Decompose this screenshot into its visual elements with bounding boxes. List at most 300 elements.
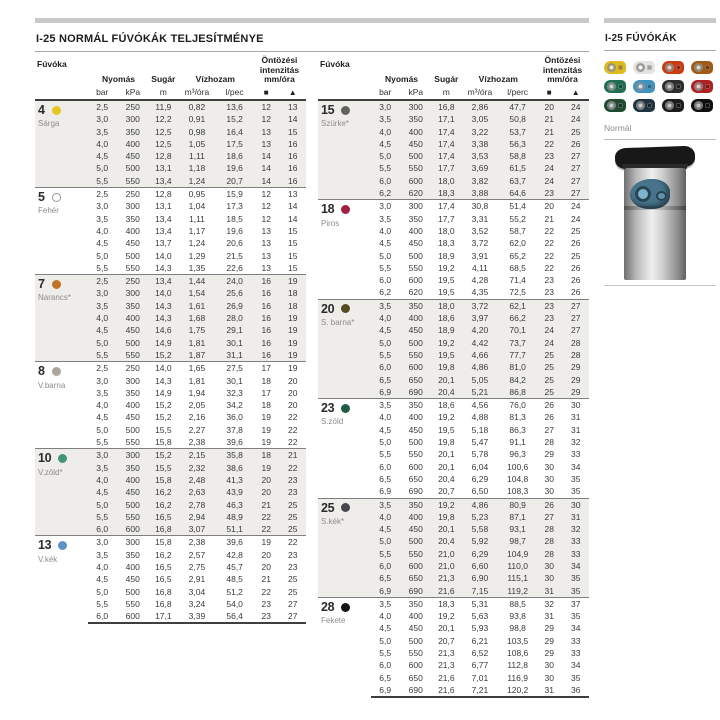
cell-bar: 3,0 — [371, 100, 400, 113]
cell-kpa: 250 — [116, 188, 149, 201]
cell-bar: 5,0 — [96, 424, 109, 435]
cell-radius: 13,4 — [155, 225, 172, 236]
nozzle-name: Piros — [321, 218, 340, 228]
cell-intensity-triangle: 25 — [287, 499, 298, 510]
cell-intensity-triangle: 25 — [570, 250, 581, 261]
cell-lperc: 24,0 — [216, 275, 253, 288]
cell-lperc: 110,0 — [507, 560, 528, 571]
nozzle-label-cell — [318, 597, 371, 697]
cell-lperc: 30,1 — [226, 375, 243, 386]
cell-intensity-triangle: 37 — [562, 597, 589, 610]
cell-m3h: 1,68 — [188, 313, 206, 324]
cell-kpa: 450 — [408, 138, 423, 149]
performance-panel — [35, 18, 589, 698]
cell-radius: 14,3 — [155, 375, 172, 386]
cell-intensity-triangle: 32 — [570, 524, 581, 535]
cell-radius: 13,4 — [155, 213, 172, 224]
cell-lperc: 15,2 — [226, 114, 243, 125]
cell-m3h: 5,63 — [471, 611, 489, 622]
cell-lperc: 56,3 — [509, 138, 526, 149]
cell-radius: 20,1 — [438, 524, 455, 535]
cell-radius: 18,0 — [438, 225, 455, 236]
cell-kpa: 350 — [399, 498, 432, 511]
cell-kpa: 400 — [408, 126, 423, 137]
cell-intensity-square: 24 — [544, 337, 554, 348]
nozzle-number: 8 — [38, 364, 45, 379]
cell-bar: 6,0 — [379, 275, 392, 286]
cell-bar: 2,5 — [88, 275, 117, 288]
cell-kpa: 400 — [408, 511, 423, 522]
cell-intensity-triangle: 33 — [570, 536, 581, 547]
table-row — [35, 362, 306, 375]
nozzle-group-8 — [35, 362, 306, 449]
cell-bar: 3,5 — [371, 498, 400, 511]
cell-intensity-square: 22 — [544, 138, 554, 149]
cell-intensity-square: 20 — [536, 200, 562, 213]
square-symbol: ■ — [546, 87, 552, 97]
cell-bar: 6,0 — [379, 560, 392, 571]
cell-m3h: 7,01 — [471, 672, 489, 683]
cell-intensity-triangle: 20 — [287, 375, 298, 386]
performance-table-right — [318, 54, 589, 698]
nozzle-icon — [662, 99, 684, 112]
cell-kpa: 500 — [408, 635, 423, 646]
cell-radius: 14,0 — [155, 288, 172, 299]
cell-bar: 4,0 — [379, 225, 392, 236]
cell-radius: 21,6 — [438, 585, 455, 596]
cell-lperc: 48,5 — [226, 574, 243, 585]
cell-intensity-triangle: 18 — [287, 288, 298, 299]
nozzle-icon — [604, 61, 626, 74]
cell-intensity-square: 23 — [253, 610, 279, 623]
nozzle-color-dot — [341, 106, 350, 115]
cell-intensity-square: 18 — [261, 375, 271, 386]
col-header-radius: Sugár — [151, 74, 176, 84]
cell-kpa: 690 — [399, 684, 432, 697]
nozzle-icon — [633, 99, 655, 112]
cell-kpa: 350 — [125, 549, 140, 560]
cell-radius: 14,0 — [149, 362, 178, 375]
cell-intensity-square: 29 — [544, 449, 554, 460]
cell-lperc: 29,1 — [226, 325, 243, 336]
cell-intensity-square: 30 — [544, 672, 554, 683]
cell-intensity-triangle: 23 — [287, 474, 298, 485]
nozzle-color-dot — [341, 205, 350, 214]
nozzle-name: S. barna* — [321, 318, 355, 328]
cell-intensity-triangle: 14 — [287, 114, 298, 125]
cell-lperc: 51,2 — [226, 586, 243, 597]
cell-kpa: 450 — [408, 325, 423, 336]
cell-m3h: 1,65 — [178, 362, 217, 375]
nozzle-number: 15 — [321, 103, 335, 117]
rotor-nozzle-side-opening — [656, 191, 667, 201]
cell-m3h: 1,24 — [188, 238, 206, 249]
cell-radius: 19,5 — [438, 349, 455, 360]
cell-lperc: 86,3 — [509, 424, 526, 435]
cell-lperc: 19,6 — [226, 225, 243, 236]
cell-m3h: 1,17 — [188, 225, 206, 236]
cell-intensity-triangle: 15 — [287, 238, 298, 249]
cell-lperc: 65,2 — [509, 250, 526, 261]
cell-intensity-square: 22 — [544, 250, 554, 261]
cell-lperc: 104,9 — [506, 548, 529, 559]
cell-bar: 6,0 — [379, 175, 392, 186]
cell-m3h: 5,93 — [471, 623, 489, 634]
cell-lperc: 100,6 — [506, 461, 529, 472]
cell-lperc: 98,7 — [509, 536, 526, 547]
performance-table-left — [35, 54, 306, 698]
nozzle-name: Fekete — [321, 616, 346, 626]
cell-intensity-square: 30 — [544, 573, 554, 584]
cell-m3h: 4,42 — [471, 337, 489, 348]
cell-bar: 6,5 — [379, 473, 392, 484]
cell-intensity-square: 22 — [544, 238, 554, 249]
cell-kpa: 650 — [408, 573, 423, 584]
cell-m3h: 3,04 — [188, 586, 206, 597]
cell-m3h: 3,53 — [471, 151, 489, 162]
cell-intensity-triangle: 35 — [570, 585, 581, 596]
nozzle-label-cell — [35, 100, 88, 188]
cell-bar: 3,5 — [371, 299, 400, 312]
nozzle-label-cell — [318, 498, 371, 597]
cell-kpa: 400 — [408, 225, 423, 236]
cell-bar: 4,5 — [379, 623, 392, 634]
cell-radius: 15,8 — [155, 437, 172, 448]
cell-bar: 3,0 — [96, 201, 109, 212]
cell-intensity-square: 24 — [544, 163, 554, 174]
cell-intensity-triangle: 30 — [562, 498, 589, 511]
cell-intensity-square: 25 — [544, 362, 554, 373]
cell-lperc: 64,6 — [509, 188, 526, 199]
cell-kpa: 350 — [125, 387, 140, 398]
cell-intensity-square: 12 — [261, 213, 271, 224]
cell-m3h: 0,82 — [178, 100, 217, 113]
cell-lperc: 112,8 — [507, 660, 528, 671]
cell-kpa: 500 — [125, 586, 140, 597]
sidebar-title: I-25 FÚVÓKÁK — [604, 29, 716, 51]
col-header-pressure: Nyomás — [384, 74, 419, 84]
nozzle-group-10 — [35, 449, 306, 536]
cell-m3h: 2,86 — [461, 100, 500, 113]
cell-lperc: 62,1 — [499, 299, 536, 312]
cell-bar: 4,0 — [379, 126, 392, 137]
cell-radius: 18,6 — [438, 313, 455, 324]
cell-m3h: 5,31 — [461, 597, 500, 610]
cell-kpa: 600 — [125, 524, 140, 535]
cell-intensity-square: 16 — [261, 288, 271, 299]
cell-intensity-triangle: 19 — [287, 325, 298, 336]
cell-intensity-square: 13 — [261, 126, 271, 137]
cell-kpa: 690 — [408, 585, 423, 596]
cell-m3h: 2,48 — [188, 474, 206, 485]
cell-bar: 4,5 — [379, 325, 392, 336]
nozzle-label-cell — [35, 275, 88, 362]
cell-kpa: 600 — [116, 610, 149, 623]
cell-m3h: 6,90 — [471, 573, 489, 584]
cell-radius: 17,7 — [438, 163, 455, 174]
cell-intensity-square: 21 — [544, 114, 554, 125]
cell-radius: 19,8 — [438, 362, 455, 373]
cell-intensity-square: 29 — [544, 635, 554, 646]
cell-m3h: 4,11 — [471, 262, 488, 273]
cell-intensity-triangle: 22 — [287, 424, 298, 435]
cell-bar: 4,5 — [96, 238, 109, 249]
cell-lperc: 27,5 — [216, 362, 253, 375]
col-header-flow: Vízhozam — [195, 74, 235, 84]
cell-kpa: 250 — [116, 275, 149, 288]
cell-m3h: 6,50 — [471, 486, 489, 497]
cell-intensity-triangle: 14 — [287, 213, 298, 224]
cell-intensity-triangle: 33 — [570, 548, 581, 559]
cell-intensity-square: 30 — [544, 660, 554, 671]
cell-intensity-triangle: 21 — [279, 449, 306, 462]
cell-intensity-triangle: 23 — [287, 561, 298, 572]
cell-m3h: 3,82 — [471, 175, 489, 186]
triangle-symbol: ▲ — [571, 87, 580, 97]
cell-intensity-square: 19 — [261, 412, 271, 423]
cell-kpa: 500 — [125, 337, 140, 348]
table-row — [35, 188, 306, 201]
cell-m3h: 4,88 — [471, 412, 489, 423]
nozzle-performance-table — [35, 54, 306, 624]
cell-intensity-triangle: 35 — [570, 611, 581, 622]
nozzle-name: Narancs* — [38, 293, 71, 303]
cell-radius: 20,4 — [438, 386, 455, 397]
cell-intensity-square: 21 — [544, 126, 554, 137]
cell-radius: 16,5 — [155, 511, 172, 522]
cell-bar: 5,5 — [96, 349, 109, 360]
cell-intensity-triangle: 19 — [279, 275, 306, 288]
cell-kpa: 450 — [125, 325, 140, 336]
cell-intensity-square: 30 — [544, 461, 554, 472]
unit-m3h: m³/óra — [467, 86, 493, 97]
cell-bar: 6,9 — [379, 386, 392, 397]
cell-intensity-triangle: 26 — [570, 275, 581, 286]
cell-bar: 6,9 — [379, 585, 392, 596]
nozzle-group-20 — [318, 299, 589, 398]
cell-m3h: 2,38 — [188, 437, 206, 448]
cell-bar: 2,5 — [88, 188, 117, 201]
cell-bar: 6,2 — [379, 188, 392, 199]
cell-lperc: 13,6 — [216, 100, 253, 113]
cell-bar: 5,0 — [379, 635, 392, 646]
cell-m3h: 6,77 — [471, 660, 489, 671]
cell-kpa: 450 — [125, 238, 140, 249]
cell-m3h: 2,05 — [188, 400, 206, 411]
cell-bar: 6,0 — [88, 610, 117, 623]
cell-intensity-square: 13 — [261, 225, 271, 236]
cell-lperc: 73,7 — [509, 337, 526, 348]
table-row — [35, 449, 306, 462]
cell-lperc: 30,1 — [226, 337, 243, 348]
cell-bar: 5,0 — [379, 337, 392, 348]
cell-bar: 5,5 — [379, 262, 392, 273]
cell-intensity-triangle: 23 — [287, 487, 298, 498]
cell-intensity-square: 22 — [261, 524, 271, 535]
cell-bar: 3,0 — [96, 288, 109, 299]
cell-radius: 18,6 — [432, 399, 461, 412]
page-title: I-25 NORMÁL FÚVÓKÁK TELJESÍTMÉNYE — [35, 29, 589, 52]
table-row — [318, 597, 589, 610]
unit-bar: bar — [379, 86, 392, 97]
cell-kpa: 550 — [125, 262, 140, 273]
cell-intensity-triangle: 16 — [287, 151, 298, 162]
cell-m3h: 1,11 — [188, 151, 205, 162]
cell-intensity-triangle: 26 — [570, 138, 581, 149]
cell-intensity-triangle: 15 — [287, 262, 298, 273]
cell-intensity-square: 26 — [544, 412, 554, 423]
top-divider-bar — [35, 18, 589, 23]
nozzle-color-dot — [52, 280, 61, 289]
cell-radius: 19,5 — [438, 424, 455, 435]
cell-radius: 12,8 — [155, 151, 172, 162]
cell-kpa: 500 — [408, 536, 423, 547]
cell-kpa: 650 — [408, 672, 423, 683]
cell-kpa: 500 — [408, 437, 423, 448]
unit-lperc: l/perc — [507, 86, 529, 97]
cell-bar: 6,0 — [96, 524, 109, 535]
rotor-nozzle-opening — [635, 186, 651, 202]
nozzle-group-4 — [35, 100, 306, 188]
cell-bar: 5,0 — [96, 337, 109, 348]
cell-kpa: 350 — [399, 597, 432, 610]
cell-radius: 21,3 — [438, 660, 455, 671]
cell-kpa: 550 — [408, 163, 423, 174]
cell-bar: 5,0 — [379, 250, 392, 261]
cell-intensity-square: 24 — [544, 325, 554, 336]
cell-intensity-triangle: 29 — [570, 362, 581, 373]
cell-kpa: 620 — [408, 287, 423, 298]
cell-lperc: 93,8 — [509, 611, 526, 622]
cell-kpa: 350 — [125, 462, 140, 473]
cell-m3h: 3,22 — [471, 126, 489, 137]
nozzle-name: V.barna — [38, 380, 66, 390]
cell-m3h: 1,54 — [188, 288, 206, 299]
cell-radius: 13,1 — [155, 201, 172, 212]
cell-intensity-triangle: 34 — [570, 560, 581, 571]
cell-bar: 5,0 — [96, 163, 109, 174]
cell-kpa: 450 — [408, 524, 423, 535]
nozzle-icon — [633, 61, 655, 74]
cell-lperc: 47,7 — [499, 100, 536, 113]
cell-intensity-triangle: 32 — [570, 437, 581, 448]
cell-intensity-square: 20 — [536, 100, 562, 113]
cell-radius: 15,2 — [155, 400, 172, 411]
cell-m3h: 4,56 — [461, 399, 500, 412]
cell-radius: 12,5 — [155, 138, 172, 149]
cell-m3h: 3,39 — [178, 610, 217, 623]
cell-radius: 15,2 — [155, 412, 172, 423]
cell-radius: 17,1 — [149, 610, 178, 623]
cell-bar: 4,0 — [96, 138, 109, 149]
cell-intensity-square: 30 — [544, 473, 554, 484]
nozzle-name: Szürke* — [321, 119, 350, 129]
cell-radius: 17,1 — [438, 114, 455, 125]
cell-lperc: 80,9 — [499, 498, 536, 511]
cell-radius: 13,1 — [155, 163, 172, 174]
cell-intensity-square: 20 — [261, 561, 271, 572]
col-header-nozzle: Fúvóka — [320, 59, 350, 69]
cell-intensity-square: 16 — [253, 275, 279, 288]
cell-intensity-square: 20 — [261, 487, 271, 498]
cell-radius: 13,7 — [155, 238, 172, 249]
cell-m3h: 3,31 — [471, 213, 489, 224]
cell-kpa: 500 — [125, 424, 140, 435]
cell-m3h: 1,29 — [188, 250, 206, 261]
cell-radius: 20,7 — [438, 486, 455, 497]
cell-bar: 6,0 — [379, 362, 392, 373]
cell-lperc: 20,6 — [226, 238, 243, 249]
cell-bar: 5,0 — [379, 151, 392, 162]
cell-intensity-triangle: 35 — [570, 486, 581, 497]
cell-m3h: 0,95 — [178, 188, 217, 201]
cell-m3h: 4,86 — [471, 362, 489, 373]
cell-lperc: 50,8 — [509, 114, 526, 125]
cell-intensity-triangle: 13 — [279, 100, 306, 113]
cell-radius: 16,8 — [155, 524, 172, 535]
cell-lperc: 18,5 — [226, 213, 243, 224]
cell-intensity-triangle: 26 — [570, 287, 581, 298]
cell-radius: 21,3 — [438, 573, 455, 584]
cell-intensity-square: 30 — [544, 486, 554, 497]
cell-intensity-triangle: 30 — [562, 399, 589, 412]
cell-radius: 11,9 — [149, 100, 178, 113]
cell-lperc: 53,7 — [509, 126, 526, 137]
cell-intensity-square: 16 — [261, 325, 271, 336]
cell-bar: 6,5 — [379, 374, 392, 385]
cell-lperc: 119,2 — [507, 585, 528, 596]
cell-kpa: 400 — [408, 313, 423, 324]
cell-radius: 14,3 — [155, 313, 172, 324]
cell-intensity-triangle: 24 — [562, 200, 589, 213]
cell-m3h: 3,24 — [188, 598, 206, 609]
cell-m3h: 1,05 — [188, 138, 206, 149]
cell-intensity-square: 18 — [261, 400, 271, 411]
cell-m3h: 2,78 — [188, 499, 206, 510]
cell-radius: 20,4 — [438, 473, 455, 484]
cell-bar: 3,0 — [371, 200, 400, 213]
nozzle-color-grid — [604, 51, 716, 121]
cell-lperc: 46,3 — [226, 499, 243, 510]
cell-kpa: 600 — [408, 175, 423, 186]
nozzle-group-28 — [318, 597, 589, 697]
cell-intensity-triangle: 27 — [570, 163, 581, 174]
cell-radius: 20,7 — [438, 635, 455, 646]
cell-intensity-triangle: 31 — [570, 424, 581, 435]
cell-m3h: 3,07 — [188, 524, 206, 535]
nozzle-name: S.kék* — [321, 516, 345, 526]
cell-bar: 3,5 — [96, 387, 109, 398]
cell-intensity-triangle: 35 — [570, 672, 581, 683]
cell-bar: 4,0 — [379, 511, 392, 522]
cell-intensity-square: 14 — [261, 151, 271, 162]
cell-kpa: 250 — [116, 362, 149, 375]
cell-intensity-square: 28 — [544, 437, 554, 448]
cell-m3h: 3,72 — [471, 238, 489, 249]
cell-intensity-triangle: 34 — [570, 461, 581, 472]
cell-radius: 17,4 — [438, 151, 455, 162]
cell-intensity-square: 31 — [544, 611, 554, 622]
cell-lperc: 120,2 — [499, 684, 536, 697]
cell-intensity-square: 12 — [261, 114, 271, 125]
nozzles-sidebar — [604, 18, 716, 286]
nozzle-color-dot — [341, 503, 350, 512]
cell-lperc: 108,3 — [506, 486, 529, 497]
cell-kpa: 400 — [125, 138, 140, 149]
cell-kpa: 350 — [125, 300, 140, 311]
cell-intensity-square: 30 — [544, 560, 554, 571]
nozzle-color-dot — [58, 541, 67, 550]
